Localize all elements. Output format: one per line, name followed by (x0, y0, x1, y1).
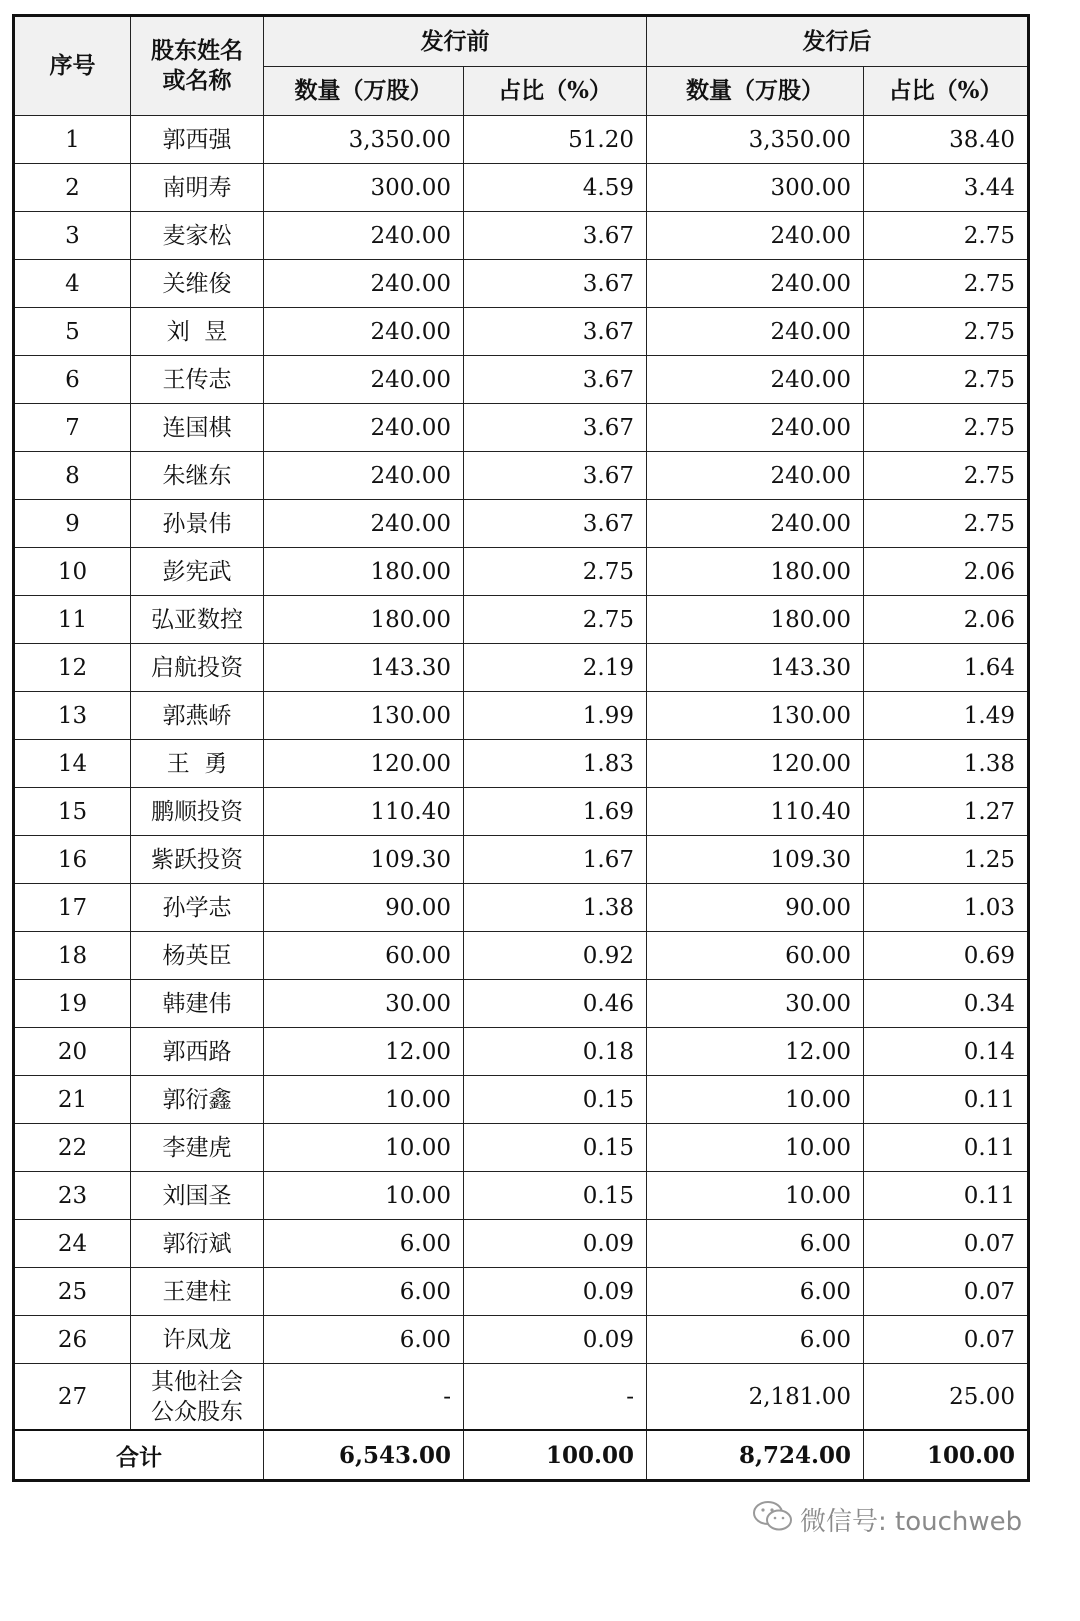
row-after-quantity: 2,181.00 (647, 1364, 864, 1431)
row-holder-name: 李建虎 (131, 1124, 264, 1172)
row-after-ratio: 0.11 (864, 1172, 1029, 1220)
row-after-ratio: 2.06 (864, 548, 1029, 596)
row-after-ratio: 0.11 (864, 1076, 1029, 1124)
row-before-ratio: 3.67 (464, 452, 647, 500)
row-before-ratio: 1.67 (464, 836, 647, 884)
row-before-quantity: 90.00 (264, 884, 464, 932)
table-row (14, 452, 1029, 500)
total-before-ratio: 100.00 (464, 1430, 647, 1481)
row-index: 15 (14, 788, 131, 836)
table-row (14, 548, 1029, 596)
row-before-quantity: 6.00 (264, 1316, 464, 1364)
row-after-quantity: 240.00 (647, 500, 864, 548)
row-after-quantity: 6.00 (647, 1220, 864, 1268)
row-holder-name: 南明寿 (131, 164, 264, 212)
row-before-ratio: 1.83 (464, 740, 647, 788)
table-row (14, 692, 1029, 740)
row-index: 12 (14, 644, 131, 692)
row-before-ratio: 0.46 (464, 980, 647, 1028)
row-holder-name: 郭西路 (131, 1028, 264, 1076)
row-index: 18 (14, 932, 131, 980)
row-after-ratio: 2.06 (864, 596, 1029, 644)
row-index: 4 (14, 260, 131, 308)
row-before-quantity: 180.00 (264, 548, 464, 596)
row-index: 8 (14, 452, 131, 500)
row-before-ratio: 3.67 (464, 500, 647, 548)
row-after-ratio: 1.03 (864, 884, 1029, 932)
row-before-quantity: 30.00 (264, 980, 464, 1028)
header-after-issue: 发行后 (647, 16, 1029, 67)
row-before-quantity: 240.00 (264, 452, 464, 500)
table-row (14, 1220, 1029, 1268)
row-before-ratio: 4.59 (464, 164, 647, 212)
row-after-quantity: 30.00 (647, 980, 864, 1028)
row-holder-name: 关维俊 (131, 260, 264, 308)
row-before-ratio: 0.18 (464, 1028, 647, 1076)
row-holder-name: 彭宪武 (131, 548, 264, 596)
row-index: 13 (14, 692, 131, 740)
row-index: 22 (14, 1124, 131, 1172)
row-after-quantity: 90.00 (647, 884, 864, 932)
row-after-quantity: 60.00 (647, 932, 864, 980)
row-holder-name: 朱继东 (131, 452, 264, 500)
row-after-ratio: 1.49 (864, 692, 1029, 740)
row-before-ratio: 3.67 (464, 308, 647, 356)
table-row (14, 980, 1029, 1028)
row-before-quantity: 3,350.00 (264, 116, 464, 164)
row-index: 19 (14, 980, 131, 1028)
header-before-ratio: 占比（%） (464, 67, 647, 116)
row-after-ratio: 2.75 (864, 260, 1029, 308)
row-index: 26 (14, 1316, 131, 1364)
total-after-quantity: 8,724.00 (647, 1430, 864, 1481)
row-after-quantity: 240.00 (647, 356, 864, 404)
row-before-quantity: 120.00 (264, 740, 464, 788)
row-before-quantity: 6.00 (264, 1268, 464, 1316)
row-holder-name: 王传志 (131, 356, 264, 404)
header-before-quantity: 数量（万股） (264, 67, 464, 116)
row-after-ratio: 2.75 (864, 212, 1029, 260)
table-row (14, 500, 1029, 548)
row-holder-name: 启航投资 (131, 644, 264, 692)
table-total-row (14, 1430, 1029, 1481)
table-row (14, 356, 1029, 404)
row-holder-name: 韩建伟 (131, 980, 264, 1028)
row-after-ratio: 0.07 (864, 1268, 1029, 1316)
row-after-quantity: 240.00 (647, 452, 864, 500)
row-before-ratio: 3.67 (464, 212, 647, 260)
table-row (14, 1076, 1029, 1124)
table-row (14, 1124, 1029, 1172)
row-before-ratio: 0.92 (464, 932, 647, 980)
header-after-ratio: 占比（%） (864, 67, 1029, 116)
row-after-quantity: 240.00 (647, 212, 864, 260)
table-row (14, 596, 1029, 644)
row-before-ratio: 0.09 (464, 1268, 647, 1316)
row-after-quantity: 180.00 (647, 548, 864, 596)
row-index: 11 (14, 596, 131, 644)
table-row (14, 1028, 1029, 1076)
row-before-ratio: 3.67 (464, 404, 647, 452)
row-after-quantity: 300.00 (647, 164, 864, 212)
row-before-ratio: 3.67 (464, 260, 647, 308)
row-after-ratio: 2.75 (864, 308, 1029, 356)
watermark-text: 微信号: touchweb (800, 1507, 1023, 1537)
row-holder-name: 王建柱 (131, 1268, 264, 1316)
row-index: 7 (14, 404, 131, 452)
row-holder-name: 其他社会 公众股东 (131, 1364, 264, 1431)
row-holder-name: 孙学志 (131, 884, 264, 932)
row-after-quantity: 240.00 (647, 404, 864, 452)
row-after-quantity: 240.00 (647, 260, 864, 308)
row-holder-name: 鹏顺投资 (131, 788, 264, 836)
row-index: 5 (14, 308, 131, 356)
header-index: 序号 (14, 16, 131, 116)
row-holder-name: 连国棋 (131, 404, 264, 452)
row-before-quantity: 240.00 (264, 500, 464, 548)
row-holder-name: 许凤龙 (131, 1316, 264, 1364)
row-before-ratio: 2.19 (464, 644, 647, 692)
row-before-quantity: 240.00 (264, 308, 464, 356)
row-after-ratio: 38.40 (864, 116, 1029, 164)
row-before-quantity: 240.00 (264, 356, 464, 404)
row-after-ratio: 1.38 (864, 740, 1029, 788)
total-label: 合计 (14, 1430, 264, 1481)
row-holder-name: 刘国圣 (131, 1172, 264, 1220)
row-after-ratio: 2.75 (864, 356, 1029, 404)
row-after-ratio: 0.07 (864, 1316, 1029, 1364)
row-before-quantity: 180.00 (264, 596, 464, 644)
row-index: 16 (14, 836, 131, 884)
row-before-ratio: 0.15 (464, 1124, 647, 1172)
row-before-ratio: 1.38 (464, 884, 647, 932)
row-after-ratio: 0.07 (864, 1220, 1029, 1268)
row-before-quantity: 300.00 (264, 164, 464, 212)
row-holder-name: 孙景伟 (131, 500, 264, 548)
row-after-quantity: 130.00 (647, 692, 864, 740)
row-index: 2 (14, 164, 131, 212)
table-row (14, 836, 1029, 884)
row-index: 1 (14, 116, 131, 164)
table-row (14, 788, 1029, 836)
row-index: 24 (14, 1220, 131, 1268)
row-holder-name: 杨英臣 (131, 932, 264, 980)
row-index: 21 (14, 1076, 131, 1124)
table-row (14, 1172, 1029, 1220)
total-after-ratio: 100.00 (864, 1430, 1029, 1481)
row-before-quantity: 12.00 (264, 1028, 464, 1076)
row-before-ratio: 2.75 (464, 596, 647, 644)
table-row (14, 644, 1029, 692)
row-index: 20 (14, 1028, 131, 1076)
row-holder-name: 刘 昱 (131, 308, 264, 356)
row-after-ratio: 0.69 (864, 932, 1029, 980)
row-after-quantity: 110.40 (647, 788, 864, 836)
row-after-quantity: 6.00 (647, 1316, 864, 1364)
row-after-ratio: 1.27 (864, 788, 1029, 836)
row-after-ratio: 0.11 (864, 1124, 1029, 1172)
row-holder-name: 郭衍斌 (131, 1220, 264, 1268)
wechat-icon (752, 1499, 794, 1540)
row-before-quantity: 10.00 (264, 1076, 464, 1124)
row-before-quantity: 240.00 (264, 260, 464, 308)
row-after-ratio: 1.25 (864, 836, 1029, 884)
table-row (14, 404, 1029, 452)
row-after-ratio: 2.75 (864, 500, 1029, 548)
row-before-quantity: - (264, 1364, 464, 1431)
row-before-ratio: - (464, 1364, 647, 1431)
row-before-ratio: 0.09 (464, 1220, 647, 1268)
header-holder-name: 股东姓名 或名称 (131, 16, 264, 116)
shareholder-table (12, 14, 1030, 1482)
table-row (14, 164, 1029, 212)
row-holder-name: 王 勇 (131, 740, 264, 788)
total-before-quantity: 6,543.00 (264, 1430, 464, 1481)
row-before-ratio: 3.67 (464, 356, 647, 404)
row-after-ratio: 1.64 (864, 644, 1029, 692)
row-before-quantity: 240.00 (264, 404, 464, 452)
row-after-quantity: 180.00 (647, 596, 864, 644)
table-row (14, 932, 1029, 980)
row-before-ratio: 0.09 (464, 1316, 647, 1364)
row-before-quantity: 10.00 (264, 1124, 464, 1172)
row-holder-name: 郭西强 (131, 116, 264, 164)
row-before-ratio: 1.99 (464, 692, 647, 740)
row-after-ratio: 3.44 (864, 164, 1029, 212)
row-before-quantity: 60.00 (264, 932, 464, 980)
row-holder-name: 麦家松 (131, 212, 264, 260)
row-holder-name: 弘亚数控 (131, 596, 264, 644)
shareholder-table-container (12, 14, 1027, 1482)
row-after-quantity: 240.00 (647, 308, 864, 356)
header-after-quantity: 数量（万股） (647, 67, 864, 116)
row-holder-name: 紫跃投资 (131, 836, 264, 884)
header-before-issue: 发行前 (264, 16, 647, 67)
row-before-quantity: 240.00 (264, 212, 464, 260)
table-row (14, 212, 1029, 260)
row-index: 3 (14, 212, 131, 260)
row-before-quantity: 110.40 (264, 788, 464, 836)
row-after-quantity: 10.00 (647, 1076, 864, 1124)
watermark (752, 1499, 1022, 1540)
row-after-quantity: 12.00 (647, 1028, 864, 1076)
row-holder-name: 郭衍鑫 (131, 1076, 264, 1124)
row-after-ratio: 25.00 (864, 1364, 1029, 1431)
row-before-ratio: 1.69 (464, 788, 647, 836)
table-row (14, 1364, 1029, 1431)
row-index: 25 (14, 1268, 131, 1316)
row-index: 9 (14, 500, 131, 548)
row-holder-name: 郭燕峤 (131, 692, 264, 740)
row-before-ratio: 0.15 (464, 1076, 647, 1124)
row-index: 27 (14, 1364, 131, 1431)
row-index: 23 (14, 1172, 131, 1220)
row-before-ratio: 2.75 (464, 548, 647, 596)
table-row (14, 308, 1029, 356)
row-after-ratio: 2.75 (864, 452, 1029, 500)
row-index: 14 (14, 740, 131, 788)
row-index: 17 (14, 884, 131, 932)
table-row (14, 884, 1029, 932)
row-after-ratio: 0.34 (864, 980, 1029, 1028)
row-before-quantity: 6.00 (264, 1220, 464, 1268)
row-after-quantity: 3,350.00 (647, 116, 864, 164)
row-before-quantity: 109.30 (264, 836, 464, 884)
row-index: 6 (14, 356, 131, 404)
row-after-quantity: 10.00 (647, 1172, 864, 1220)
table-row (14, 1316, 1029, 1364)
row-before-quantity: 10.00 (264, 1172, 464, 1220)
table-row (14, 1268, 1029, 1316)
row-before-ratio: 0.15 (464, 1172, 647, 1220)
row-after-quantity: 143.30 (647, 644, 864, 692)
row-after-quantity: 120.00 (647, 740, 864, 788)
row-after-quantity: 10.00 (647, 1124, 864, 1172)
table-row (14, 116, 1029, 164)
row-before-quantity: 143.30 (264, 644, 464, 692)
row-index: 10 (14, 548, 131, 596)
table-row (14, 260, 1029, 308)
row-before-ratio: 51.20 (464, 116, 647, 164)
row-after-ratio: 0.14 (864, 1028, 1029, 1076)
row-after-ratio: 2.75 (864, 404, 1029, 452)
table-row (14, 740, 1029, 788)
row-before-quantity: 130.00 (264, 692, 464, 740)
row-after-quantity: 109.30 (647, 836, 864, 884)
row-after-quantity: 6.00 (647, 1268, 864, 1316)
